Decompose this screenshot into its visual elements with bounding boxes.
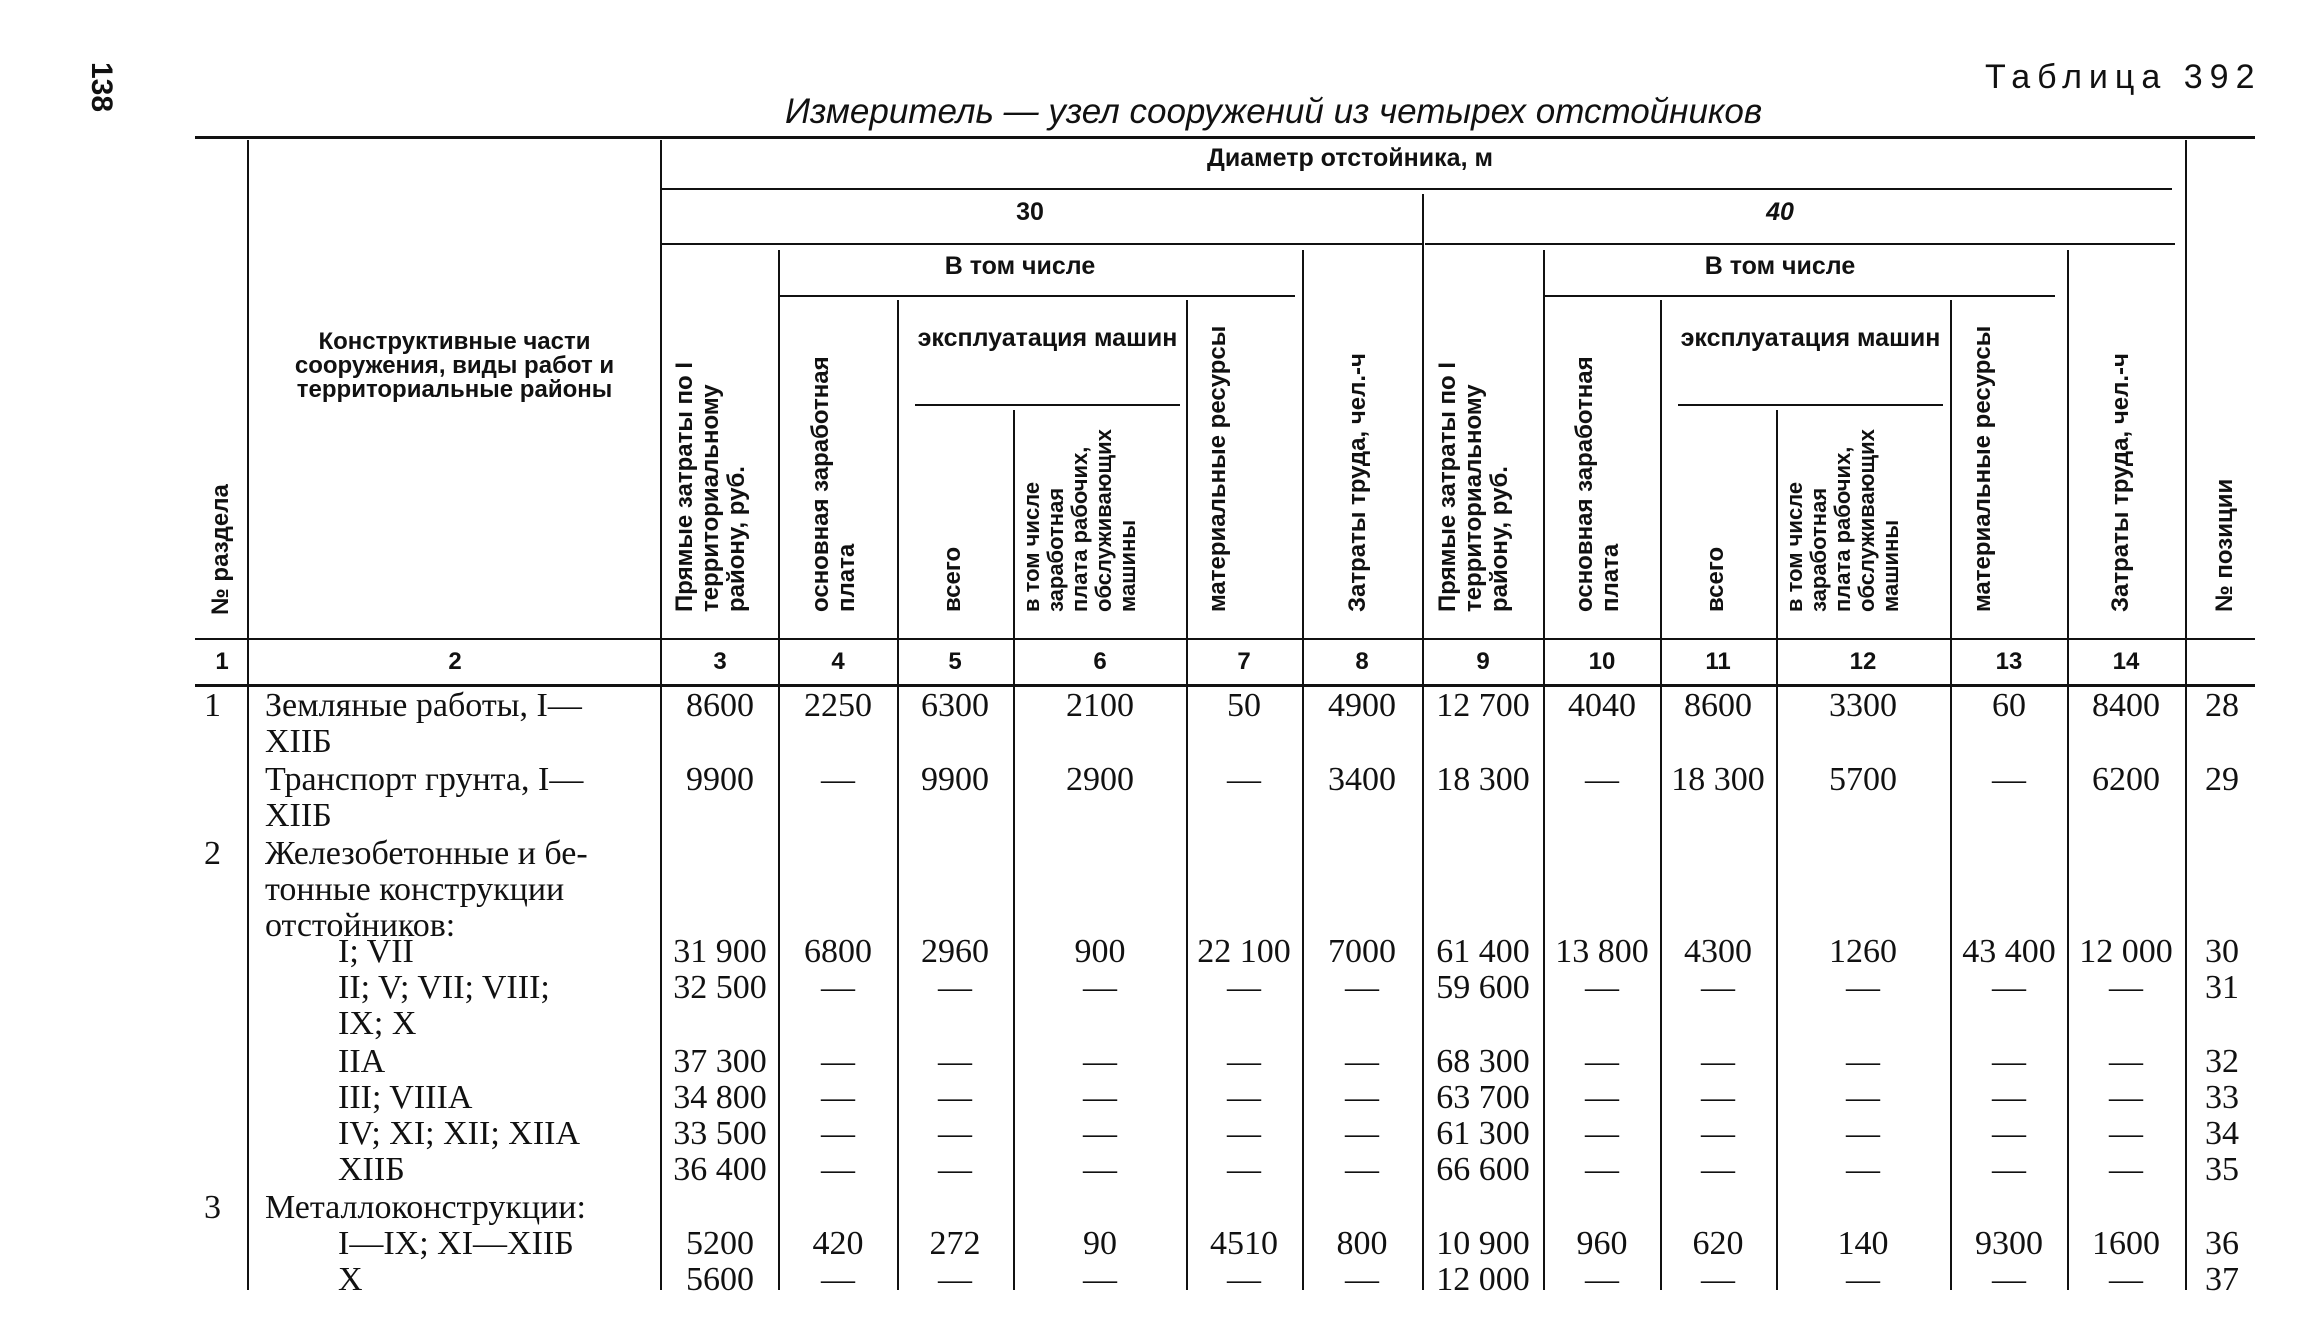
header-labor-30: Затраты труда, чел.-ч bbox=[1344, 353, 1371, 612]
table-cell: — bbox=[821, 1151, 855, 1188]
table-cell: 12 700 bbox=[1436, 687, 1530, 724]
header-base-wage-30: основная заработная плата bbox=[807, 356, 860, 612]
table-cell: 4300 bbox=[1684, 933, 1752, 970]
table-cell: 4900 bbox=[1328, 687, 1396, 724]
table-cell: — bbox=[1701, 1079, 1735, 1116]
exploit30-rule bbox=[915, 404, 1180, 406]
column-number: 1 bbox=[215, 648, 229, 675]
row-label: X bbox=[338, 1261, 363, 1298]
header-labor-40: Затраты труда, чел.-ч bbox=[2107, 353, 2134, 612]
header-materials-40: материальные ресурсы bbox=[1969, 325, 1996, 612]
table-cell: — bbox=[1083, 1151, 1117, 1188]
column-number: 4 bbox=[831, 648, 845, 675]
table-cell: — bbox=[2109, 1261, 2143, 1298]
row-label: тонные конструкции bbox=[265, 871, 565, 908]
table-cell: 2100 bbox=[1066, 687, 1134, 724]
table-cell: 420 bbox=[812, 1225, 864, 1262]
row-label: III; VIIIA bbox=[338, 1079, 473, 1116]
table-cell: — bbox=[938, 1115, 972, 1152]
table-subtitle: Измеритель — узел сооружений из четырех отстойников bbox=[785, 92, 1763, 131]
table-cell: 6200 bbox=[2092, 761, 2160, 798]
header-incl-wage-40: в том числе заработная плата рабочих, обслуживающих машины bbox=[1782, 429, 1903, 612]
table-cell: — bbox=[821, 969, 855, 1006]
table-cell: 59 600 bbox=[1436, 969, 1530, 1006]
table-cell: — bbox=[2109, 1151, 2143, 1188]
table-cell: 33 bbox=[2205, 1079, 2239, 1116]
table-cell: 1260 bbox=[1829, 933, 1897, 970]
table-cell: 800 bbox=[1336, 1225, 1388, 1262]
column-number: 6 bbox=[1093, 648, 1107, 675]
table-cell: — bbox=[821, 761, 855, 798]
table-cell: — bbox=[821, 1261, 855, 1298]
table-cell: — bbox=[1846, 1043, 1880, 1080]
table-cell: 37 bbox=[2205, 1261, 2239, 1298]
table-cell: 900 bbox=[1074, 933, 1126, 970]
table-cell: 3400 bbox=[1328, 761, 1396, 798]
table-cell: 620 bbox=[1692, 1225, 1744, 1262]
column-number: 2 bbox=[448, 648, 462, 675]
d30-rule bbox=[662, 243, 1422, 245]
table-cell: 37 300 bbox=[673, 1043, 767, 1080]
table-cell: 60 bbox=[1992, 687, 2026, 724]
table-cell: — bbox=[1083, 1079, 1117, 1116]
table-cell: — bbox=[1227, 969, 1261, 1006]
header-d40: 40 bbox=[1766, 198, 1794, 226]
header-total-30: всего bbox=[939, 546, 966, 612]
table-cell: 66 600 bbox=[1436, 1151, 1530, 1188]
table-cell: 28 bbox=[2205, 687, 2239, 724]
table-cell: 9900 bbox=[686, 761, 754, 798]
table-cell: — bbox=[1992, 969, 2026, 1006]
table-cell: — bbox=[1585, 1151, 1619, 1188]
table-cell: — bbox=[1083, 1261, 1117, 1298]
table-cell: 68 300 bbox=[1436, 1043, 1530, 1080]
table-cell: — bbox=[1345, 1079, 1379, 1116]
row-label: отстойников: bbox=[265, 907, 456, 944]
section-number: 1 bbox=[204, 687, 221, 724]
table-cell: — bbox=[821, 1079, 855, 1116]
column-number: 11 bbox=[1705, 648, 1731, 675]
table-cell: 960 bbox=[1576, 1225, 1628, 1262]
table-cell: — bbox=[1083, 1115, 1117, 1152]
table-cell: 2250 bbox=[804, 687, 872, 724]
table-cell: — bbox=[1992, 1151, 2026, 1188]
table-cell: — bbox=[1846, 1261, 1880, 1298]
table-cell: — bbox=[1345, 969, 1379, 1006]
table-cell: — bbox=[938, 1043, 972, 1080]
table-cell: — bbox=[1345, 1043, 1379, 1080]
table-cell: 22 100 bbox=[1197, 933, 1291, 970]
header-position-no: № позиции bbox=[2211, 478, 2238, 612]
table-cell: 32 bbox=[2205, 1043, 2239, 1080]
row-label: XIIБ bbox=[338, 1151, 405, 1188]
table-cell: 18 300 bbox=[1436, 761, 1530, 798]
table-cell: — bbox=[821, 1115, 855, 1152]
table-cell: 6300 bbox=[921, 687, 989, 724]
table-cell: — bbox=[1701, 1151, 1735, 1188]
table-cell: 4510 bbox=[1210, 1225, 1278, 1262]
table-cell: — bbox=[1992, 1043, 2026, 1080]
table-cell: 5600 bbox=[686, 1261, 754, 1298]
table-cell: — bbox=[2109, 1079, 2143, 1116]
table-cell: 2900 bbox=[1066, 761, 1134, 798]
table-cell: 8600 bbox=[1684, 687, 1752, 724]
table-cell: — bbox=[1992, 1079, 2026, 1116]
table-cell: — bbox=[938, 1261, 972, 1298]
header-exploit-40: эксплуатация машин bbox=[1680, 324, 1941, 352]
table-cell: — bbox=[1701, 1115, 1735, 1152]
table-cell: — bbox=[1846, 1079, 1880, 1116]
table-cell: — bbox=[1846, 1115, 1880, 1152]
table-cell: — bbox=[1345, 1115, 1379, 1152]
row-label: XIIБ bbox=[265, 723, 332, 760]
table-cell: — bbox=[1585, 1261, 1619, 1298]
table-cell: — bbox=[2109, 969, 2143, 1006]
table-cell: 5200 bbox=[686, 1225, 754, 1262]
d40-rule bbox=[1425, 243, 2175, 245]
section-number: 2 bbox=[204, 835, 221, 872]
table-cell: — bbox=[1701, 969, 1735, 1006]
table-cell: 9900 bbox=[921, 761, 989, 798]
table-cell: 12 000 bbox=[2079, 933, 2173, 970]
table-cell: 61 300 bbox=[1436, 1115, 1530, 1152]
row-label: Металлоконструкции: bbox=[265, 1189, 586, 1226]
column-number: 13 bbox=[1995, 648, 2023, 675]
table-cell: 10 900 bbox=[1436, 1225, 1530, 1262]
column-number: 5 bbox=[948, 648, 962, 675]
header-incl-wage-30: в том числе заработная плата рабочих, обслуживающих машины bbox=[1019, 429, 1140, 612]
table-cell: 6800 bbox=[804, 933, 872, 970]
header-bottom-rule bbox=[195, 638, 2255, 640]
row-label: II; V; VII; VIII; bbox=[338, 969, 550, 1006]
top-rule bbox=[195, 136, 2255, 139]
table-cell: 272 bbox=[929, 1225, 981, 1262]
vline-8 bbox=[1422, 194, 1424, 1290]
table-cell: 29 bbox=[2205, 761, 2239, 798]
table-cell: 36 bbox=[2205, 1225, 2239, 1262]
header-section-no: № раздела bbox=[207, 484, 234, 615]
section-number: 3 bbox=[204, 1189, 221, 1226]
table-cell: 50 bbox=[1227, 687, 1261, 724]
table-cell: — bbox=[2109, 1043, 2143, 1080]
row-label: IX; X bbox=[338, 1005, 417, 1042]
table-cell: 2960 bbox=[921, 933, 989, 970]
table-cell: 8600 bbox=[686, 687, 754, 724]
table-cell: — bbox=[1585, 1115, 1619, 1152]
table-cell: 9300 bbox=[1975, 1225, 2043, 1262]
table-cell: 18 300 bbox=[1671, 761, 1765, 798]
table-cell: — bbox=[1846, 1151, 1880, 1188]
table-cell: — bbox=[1585, 1079, 1619, 1116]
header-diameter: Диаметр отстойника, м bbox=[1207, 144, 1493, 172]
table-cell: 36 400 bbox=[673, 1151, 767, 1188]
table-cell: — bbox=[1227, 1043, 1261, 1080]
table-cell: — bbox=[1227, 1261, 1261, 1298]
table-cell: 7000 bbox=[1328, 933, 1396, 970]
column-number: 9 bbox=[1476, 648, 1490, 675]
table-cell: — bbox=[1701, 1043, 1735, 1080]
table-cell: 8400 bbox=[2092, 687, 2160, 724]
column-number: 3 bbox=[713, 648, 727, 675]
table-cell: 43 400 bbox=[1962, 933, 2056, 970]
table-cell: 30 bbox=[2205, 933, 2239, 970]
table-cell: — bbox=[821, 1043, 855, 1080]
incl30-rule bbox=[780, 295, 1295, 297]
table-cell: 61 400 bbox=[1436, 933, 1530, 970]
row-label: Железобетонные и бе- bbox=[265, 835, 588, 872]
page-number: 138 bbox=[85, 62, 118, 113]
vline-1 bbox=[247, 140, 249, 1290]
table-cell: 34 bbox=[2205, 1115, 2239, 1152]
incl40-rule bbox=[1545, 295, 2055, 297]
header-direct-costs-40: Прямые затраты по I территориальному району, руб. bbox=[1434, 362, 1513, 612]
header-base-wage-40: основная заработная плата bbox=[1571, 356, 1624, 612]
table-cell: 32 500 bbox=[673, 969, 767, 1006]
row-label: I—IX; XI—XIIБ bbox=[338, 1225, 574, 1262]
header-total-40: всего bbox=[1702, 546, 1729, 612]
table-cell: — bbox=[1992, 1115, 2026, 1152]
table-cell: — bbox=[1083, 1043, 1117, 1080]
table-cell: 3300 bbox=[1829, 687, 1897, 724]
row-label: I; VII bbox=[338, 933, 414, 970]
header-d30: 30 bbox=[1016, 198, 1044, 226]
table-cell: — bbox=[938, 969, 972, 1006]
table-cell: 140 bbox=[1837, 1225, 1889, 1262]
column-number: 10 bbox=[1588, 648, 1616, 675]
header-materials-30: материальные ресурсы bbox=[1204, 325, 1231, 612]
row-label: IIA bbox=[338, 1043, 386, 1080]
column-number: 7 bbox=[1237, 648, 1251, 675]
table-cell: — bbox=[1992, 1261, 2026, 1298]
row-label: IV; XI; XII; XIIA bbox=[338, 1115, 581, 1152]
table-label: Таблица 392 bbox=[1985, 58, 2262, 96]
table-cell: 90 bbox=[1083, 1225, 1117, 1262]
table-cell: — bbox=[1227, 1079, 1261, 1116]
vline-14 bbox=[2185, 140, 2187, 1290]
table-cell: — bbox=[1227, 1151, 1261, 1188]
column-number: 12 bbox=[1849, 648, 1877, 675]
table-cell: — bbox=[1992, 761, 2026, 798]
table-cell: 31 900 bbox=[673, 933, 767, 970]
table-cell: — bbox=[1227, 1115, 1261, 1152]
table-cell: — bbox=[1585, 969, 1619, 1006]
header-incl-40: В том числе bbox=[1704, 252, 1856, 280]
header-incl-30: В том числе bbox=[944, 252, 1096, 280]
table-cell: 5700 bbox=[1829, 761, 1897, 798]
column-number: 14 bbox=[2112, 648, 2140, 675]
table-cell: 4040 bbox=[1568, 687, 1636, 724]
table-cell: 35 bbox=[2205, 1151, 2239, 1188]
header-exploit-30: эксплуатация машин bbox=[917, 324, 1178, 352]
table-cell: — bbox=[1701, 1261, 1735, 1298]
table-cell: — bbox=[1227, 761, 1261, 798]
table-cell: — bbox=[1846, 969, 1880, 1006]
table-cell: — bbox=[1585, 761, 1619, 798]
table-cell: 33 500 bbox=[673, 1115, 767, 1152]
column-number: 8 bbox=[1355, 648, 1369, 675]
row-label: Транспорт грунта, I— bbox=[265, 761, 584, 798]
table-cell: 13 800 bbox=[1555, 933, 1649, 970]
table-cell: — bbox=[2109, 1115, 2143, 1152]
header-direct-costs-30: Прямые затраты по I территориальному району, руб. bbox=[671, 362, 750, 612]
table-cell: — bbox=[1083, 969, 1117, 1006]
diameter-rule bbox=[662, 188, 2172, 190]
table-cell: 34 800 bbox=[673, 1079, 767, 1116]
table-cell: 12 000 bbox=[1436, 1261, 1530, 1298]
exploit40-rule bbox=[1678, 404, 1943, 406]
table-cell: — bbox=[938, 1079, 972, 1116]
table-cell: — bbox=[1345, 1151, 1379, 1188]
table-cell: — bbox=[1345, 1261, 1379, 1298]
table-cell: 1600 bbox=[2092, 1225, 2160, 1262]
table-cell: — bbox=[938, 1151, 972, 1188]
row-label: XIIБ bbox=[265, 797, 332, 834]
table-cell: 63 700 bbox=[1436, 1079, 1530, 1116]
table-cell: 31 bbox=[2205, 969, 2239, 1006]
row-label: Земляные работы, I— bbox=[265, 687, 582, 724]
header-parts: Конструктивные части сооружения, виды работ и территориальные районы bbox=[294, 328, 615, 403]
table-cell: — bbox=[1585, 1043, 1619, 1080]
